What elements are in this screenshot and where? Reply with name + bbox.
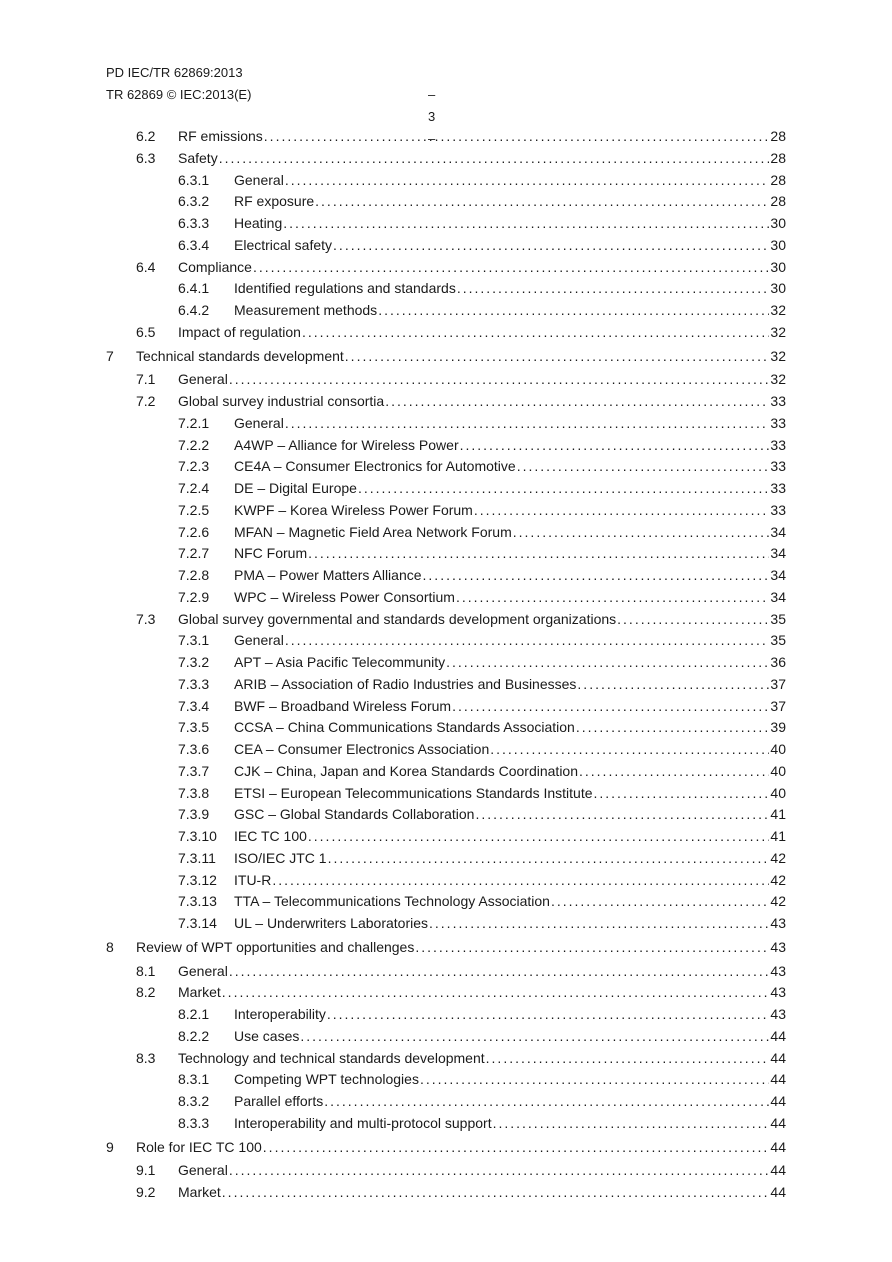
toc-entry-title: NFC Forum bbox=[234, 545, 308, 562]
toc-entry-page: 32 bbox=[770, 371, 786, 388]
toc-entry[interactable] bbox=[106, 1069, 786, 1091]
toc-entry-line bbox=[234, 456, 786, 478]
toc-entry[interactable] bbox=[106, 1004, 786, 1026]
toc-entry-page: 33 bbox=[770, 480, 786, 496]
dot-leader bbox=[577, 674, 769, 696]
toc-entry-title: Compliance bbox=[178, 258, 252, 275]
toc-entry-title: Parallel efforts bbox=[234, 1093, 324, 1109]
toc-entry[interactable] bbox=[106, 804, 786, 826]
toc-entry-line bbox=[178, 126, 786, 148]
dot-leader bbox=[315, 191, 769, 213]
toc-entry-line bbox=[178, 1160, 786, 1182]
toc-entry[interactable] bbox=[106, 322, 786, 344]
toc-entry-title: Identified regulations and standards bbox=[234, 280, 456, 297]
toc-entry-number: 7.3.9 bbox=[178, 806, 210, 823]
dot-leader bbox=[285, 630, 770, 652]
toc-entry-number: 6.3.2 bbox=[178, 193, 210, 210]
toc-entry-number: 6.5 bbox=[136, 323, 156, 340]
toc-entry[interactable] bbox=[106, 982, 786, 1004]
toc-entry[interactable] bbox=[106, 456, 786, 478]
toc-entry-title: Global survey industrial consortia bbox=[178, 393, 385, 409]
toc-entry-page: 44 bbox=[770, 1049, 786, 1066]
dot-leader bbox=[283, 213, 769, 235]
dot-leader bbox=[446, 652, 769, 674]
toc-entry[interactable] bbox=[106, 891, 786, 913]
toc-entry-title: APT – Asia Pacific Telecommunity bbox=[234, 654, 446, 670]
toc-entry-page: 33 bbox=[770, 393, 786, 409]
toc-entry-page: 42 bbox=[770, 893, 786, 910]
dot-leader bbox=[229, 369, 770, 391]
toc-entry-number: 7.2 bbox=[136, 393, 156, 409]
toc-entry[interactable] bbox=[106, 300, 786, 322]
dot-leader bbox=[345, 346, 770, 368]
toc-entry-line bbox=[234, 696, 786, 718]
toc-entry[interactable] bbox=[106, 783, 786, 805]
toc-entry-title: Technology and technical standards development bbox=[178, 1049, 485, 1066]
toc-entry-title: ITU-R bbox=[234, 871, 272, 888]
toc-entry-title: PMA – Power Matters Alliance bbox=[234, 567, 422, 583]
toc-entry-line bbox=[234, 191, 786, 213]
toc-entry-number: 8.3 bbox=[136, 1049, 156, 1066]
toc-entry-line bbox=[234, 783, 786, 805]
toc-entry-number: 7.2.7 bbox=[178, 545, 210, 562]
dot-leader bbox=[415, 937, 769, 959]
dot-leader bbox=[594, 783, 770, 805]
toc-entry-title: KWPF – Korea Wireless Power Forum bbox=[234, 501, 473, 518]
toc-entry[interactable] bbox=[106, 126, 786, 148]
toc-entry-line bbox=[234, 1113, 786, 1135]
toc-entry[interactable] bbox=[106, 1137, 786, 1159]
toc-entry-page: 34 bbox=[770, 545, 786, 562]
toc-entry[interactable] bbox=[106, 674, 786, 696]
toc-entry[interactable] bbox=[106, 435, 786, 457]
toc-entry-title: Electrical safety bbox=[234, 236, 333, 253]
toc-entry-number: 8 bbox=[106, 938, 114, 955]
toc-entry-number: 6.3.1 bbox=[178, 171, 210, 188]
toc-entry[interactable] bbox=[106, 913, 786, 935]
toc-entry-line bbox=[234, 478, 786, 500]
toc-entry-page: 32 bbox=[770, 323, 786, 340]
toc-entry-number: 8.3.2 bbox=[178, 1093, 210, 1109]
toc-entry-line bbox=[234, 213, 786, 235]
toc-entry-line bbox=[234, 522, 786, 544]
toc-entry-number: 7.3.12 bbox=[178, 871, 217, 888]
toc-entry-page: 30 bbox=[770, 215, 786, 231]
toc-entry-page: 40 bbox=[770, 741, 786, 757]
dot-leader bbox=[300, 1026, 769, 1048]
toc-entry-title: TTA – Telecommunications Technology Association bbox=[234, 893, 550, 910]
toc-entry-line bbox=[234, 300, 786, 322]
toc-entry[interactable] bbox=[106, 170, 786, 192]
toc-entry-title: Review of WPT opportunities and challenges bbox=[136, 938, 415, 955]
toc-entry-page: 43 bbox=[770, 962, 786, 979]
toc-entry-line bbox=[234, 848, 786, 870]
dot-leader bbox=[272, 870, 769, 892]
toc-entry-line bbox=[136, 937, 786, 959]
toc-entry-page: 43 bbox=[770, 1006, 786, 1022]
toc-entry-line bbox=[178, 1048, 786, 1070]
toc-entry-line bbox=[178, 369, 786, 391]
dot-leader bbox=[222, 982, 770, 1004]
toc-entry-title: General bbox=[234, 632, 284, 649]
toc-entry-title: CJK – China, Japan and Korea Standards Coordination bbox=[234, 762, 578, 779]
dot-leader bbox=[328, 848, 770, 870]
dot-leader bbox=[617, 609, 769, 631]
dot-leader bbox=[429, 913, 769, 935]
toc-entry-page: 44 bbox=[770, 1093, 786, 1109]
dot-leader bbox=[302, 322, 769, 344]
toc-entry-number: 7.3.14 bbox=[178, 915, 217, 931]
toc-entry[interactable] bbox=[106, 369, 786, 391]
dot-leader bbox=[333, 235, 769, 257]
toc-entry-page: 42 bbox=[770, 871, 786, 888]
dot-leader bbox=[551, 891, 769, 913]
toc-entry-number: 6.3 bbox=[136, 149, 156, 166]
toc-entry-title: Role for IEC TC 100 bbox=[136, 1138, 262, 1155]
dot-leader bbox=[457, 278, 770, 300]
toc-entry-title: IEC TC 100 bbox=[234, 828, 307, 844]
toc-entry-page: 43 bbox=[770, 984, 786, 1001]
toc-entry-page: 44 bbox=[770, 1071, 786, 1088]
toc-entry-page: 32 bbox=[770, 347, 786, 364]
toc-entry-number: 7.2.2 bbox=[178, 436, 210, 453]
dot-leader bbox=[358, 478, 769, 500]
dot-leader bbox=[517, 456, 770, 478]
dot-leader bbox=[229, 961, 770, 983]
toc-entry-number: 7.3.6 bbox=[178, 741, 210, 757]
toc-entry-number: 7.3.8 bbox=[178, 784, 210, 801]
toc-entry-line bbox=[178, 1182, 786, 1204]
toc-entry-title: Competing WPT technologies bbox=[234, 1071, 419, 1088]
toc-entry-number: 7.3.1 bbox=[178, 632, 210, 649]
dot-leader bbox=[460, 435, 770, 457]
toc-entry-number: 8.3.1 bbox=[178, 1071, 210, 1088]
toc-entry[interactable] bbox=[106, 148, 786, 170]
dot-leader bbox=[222, 1182, 770, 1204]
toc-entry-number: 7.3 bbox=[136, 610, 156, 627]
document-id: PD IEC/TR 62869:2013 bbox=[106, 65, 243, 80]
toc-entry-number: 6.4.2 bbox=[178, 302, 210, 318]
toc-entry-number: 7 bbox=[106, 347, 114, 364]
toc-entry-title: MFAN – Magnetic Field Area Network Forum bbox=[234, 523, 512, 540]
dot-leader bbox=[493, 1113, 770, 1135]
toc-entry-page: 39 bbox=[770, 719, 786, 736]
toc-entry-line bbox=[234, 235, 786, 257]
toc-entry-number: 7.3.3 bbox=[178, 675, 210, 692]
toc-entry-title: General bbox=[178, 1162, 228, 1179]
toc-entry-page: 37 bbox=[770, 697, 786, 714]
toc-entry-page: 28 bbox=[770, 149, 786, 166]
toc-entry[interactable] bbox=[106, 1160, 786, 1182]
toc-entry-title: Measurement methods bbox=[234, 302, 378, 318]
toc-entry-line bbox=[234, 565, 786, 587]
toc-entry-title: BWF – Broadband Wireless Forum bbox=[234, 697, 452, 714]
toc-entry-number: 7.2.1 bbox=[178, 414, 210, 431]
toc-entry-page: 43 bbox=[770, 938, 786, 955]
dot-leader bbox=[263, 1137, 770, 1159]
toc-entry-page: 33 bbox=[770, 436, 786, 453]
toc-entry-page: 41 bbox=[770, 828, 786, 844]
toc-entry-number: 8.2.1 bbox=[178, 1006, 210, 1022]
toc-entry-line bbox=[178, 322, 786, 344]
toc-entry-number: 9.1 bbox=[136, 1162, 156, 1179]
toc-entry-page: 44 bbox=[770, 1184, 786, 1200]
toc-entry[interactable] bbox=[106, 1026, 786, 1048]
toc-entry-number: 7.2.3 bbox=[178, 458, 210, 475]
toc-entry-number: 7.2.8 bbox=[178, 567, 210, 583]
toc-entry-line bbox=[234, 870, 786, 892]
toc-entry-line bbox=[234, 913, 786, 935]
toc-entry-title: Interoperability bbox=[234, 1006, 326, 1022]
toc-entry-number: 7.3.7 bbox=[178, 762, 210, 779]
toc-entry-title: ETSI – European Telecommunications Standards Institute bbox=[234, 784, 593, 801]
toc-entry-page: 28 bbox=[770, 193, 786, 210]
document-reference: TR 62869 © IEC:2013(E) bbox=[106, 87, 252, 102]
dot-leader bbox=[264, 126, 770, 148]
toc-entry[interactable] bbox=[106, 565, 786, 587]
toc-entry-line bbox=[234, 652, 786, 674]
toc-entry-title: Market bbox=[178, 1184, 221, 1200]
toc-entry-number: 7.3.4 bbox=[178, 697, 210, 714]
toc-entry-number: 6.4 bbox=[136, 258, 156, 275]
dot-leader bbox=[327, 1004, 770, 1026]
toc-entry-page: 41 bbox=[770, 806, 786, 823]
toc-entry-number: 7.3.13 bbox=[178, 893, 217, 910]
toc-entry-line bbox=[234, 717, 786, 739]
toc-entry-title: CE4A – Consumer Electronics for Automotive bbox=[234, 458, 516, 475]
page-number: – 3 – bbox=[428, 87, 436, 146]
toc-entry-page: 40 bbox=[770, 784, 786, 801]
toc-entry-line bbox=[178, 609, 786, 631]
toc-entry-line bbox=[234, 543, 786, 565]
dot-leader bbox=[308, 543, 769, 565]
toc-entry[interactable] bbox=[106, 761, 786, 783]
toc-entry-line bbox=[178, 982, 786, 1004]
toc-entry-line bbox=[234, 435, 786, 457]
dot-leader bbox=[475, 804, 769, 826]
toc-entry-line bbox=[234, 891, 786, 913]
toc-entry-title: Safety bbox=[178, 149, 218, 166]
toc-entry-title: Market bbox=[178, 984, 221, 1001]
toc-entry-page: 30 bbox=[770, 258, 786, 275]
toc-entry-number: 8.3.3 bbox=[178, 1114, 210, 1131]
dot-leader bbox=[490, 739, 769, 761]
toc-entry-number: 7.3.11 bbox=[178, 849, 216, 866]
toc-entry-number: 6.3.4 bbox=[178, 236, 210, 253]
dot-leader bbox=[253, 257, 769, 279]
toc-entry-page: 33 bbox=[770, 414, 786, 431]
toc-entry[interactable] bbox=[106, 213, 786, 235]
toc-entry-number: 7.3.5 bbox=[178, 719, 210, 736]
dot-leader bbox=[452, 696, 769, 718]
toc-entry[interactable] bbox=[106, 346, 786, 368]
toc-entry-number: 7.2.5 bbox=[178, 501, 210, 518]
toc-entry-title: RF emissions bbox=[178, 128, 263, 144]
toc-entry[interactable] bbox=[106, 587, 786, 609]
toc-entry-line bbox=[234, 804, 786, 826]
toc-entry-page: 30 bbox=[770, 280, 786, 297]
toc-entry[interactable] bbox=[106, 391, 786, 413]
toc-entry[interactable] bbox=[106, 543, 786, 565]
dot-leader bbox=[579, 761, 769, 783]
toc-entry[interactable] bbox=[106, 1113, 786, 1135]
toc-entry[interactable] bbox=[106, 413, 786, 435]
toc-entry[interactable] bbox=[106, 235, 786, 257]
dot-leader bbox=[219, 148, 770, 170]
toc-entry-number: 7.2.6 bbox=[178, 523, 210, 540]
dot-leader bbox=[474, 500, 770, 522]
dot-leader bbox=[378, 300, 769, 322]
toc-entry-page: 44 bbox=[770, 1027, 786, 1044]
dot-leader bbox=[420, 1069, 769, 1091]
toc-entry-page: 28 bbox=[770, 128, 786, 144]
toc-entry-title: Heating bbox=[234, 215, 283, 231]
toc-entry-line bbox=[178, 148, 786, 170]
toc-entry-line bbox=[234, 1026, 786, 1048]
toc-entry-number: 8.1 bbox=[136, 962, 156, 979]
toc-entry-page: 34 bbox=[770, 588, 786, 605]
toc-entry-number: 9.2 bbox=[136, 1184, 156, 1200]
dot-leader bbox=[486, 1048, 770, 1070]
toc-entry-number: 9 bbox=[106, 1138, 114, 1155]
toc-entry-number: 7.3.2 bbox=[178, 654, 210, 670]
dot-leader bbox=[308, 826, 770, 848]
toc-entry-line bbox=[136, 1137, 786, 1159]
toc-entry-line bbox=[234, 826, 786, 848]
toc-entry-number: 7.2.9 bbox=[178, 588, 210, 605]
toc-entry-title: RF exposure bbox=[234, 193, 315, 210]
dot-leader bbox=[423, 565, 770, 587]
toc-entry[interactable] bbox=[106, 937, 786, 959]
toc-entry[interactable] bbox=[106, 1091, 786, 1113]
toc-entry-number: 8.2 bbox=[136, 984, 156, 1001]
dot-leader bbox=[285, 413, 770, 435]
dot-leader bbox=[229, 1160, 770, 1182]
toc-entry-line bbox=[234, 587, 786, 609]
toc-entry[interactable] bbox=[106, 630, 786, 652]
toc-entry-page: 35 bbox=[770, 610, 786, 627]
toc-entry-page: 30 bbox=[770, 236, 786, 253]
toc-entry-line bbox=[136, 346, 786, 368]
table-of-contents bbox=[106, 126, 786, 1204]
toc-entry-line bbox=[178, 961, 786, 983]
toc-entry-line bbox=[178, 257, 786, 279]
toc-entry-number: 7.2.4 bbox=[178, 480, 210, 496]
toc-entry-page: 36 bbox=[770, 654, 786, 670]
toc-entry-title: A4WP – Alliance for Wireless Power bbox=[234, 436, 459, 453]
toc-entry-number: 6.3.3 bbox=[178, 215, 210, 231]
toc-entry[interactable] bbox=[106, 478, 786, 500]
toc-entry-title: CEA – Consumer Electronics Association bbox=[234, 741, 490, 757]
toc-entry-line bbox=[234, 739, 786, 761]
toc-entry-page: 44 bbox=[770, 1162, 786, 1179]
toc-entry-line bbox=[234, 278, 786, 300]
toc-entry-page: 28 bbox=[770, 171, 786, 188]
toc-entry[interactable] bbox=[106, 961, 786, 983]
dot-leader bbox=[285, 170, 770, 192]
toc-entry-line bbox=[234, 170, 786, 192]
toc-entry[interactable] bbox=[106, 278, 786, 300]
toc-entry-line bbox=[234, 630, 786, 652]
toc-entry[interactable] bbox=[106, 1048, 786, 1070]
toc-entry-page: 35 bbox=[770, 632, 786, 649]
toc-entry-title: General bbox=[234, 414, 284, 431]
toc-entry-page: 33 bbox=[770, 501, 786, 518]
toc-entry-line bbox=[234, 674, 786, 696]
dot-leader bbox=[576, 717, 770, 739]
toc-entry-title: Impact of regulation bbox=[178, 323, 301, 340]
toc-entry-line bbox=[234, 500, 786, 522]
toc-entry-title: DE – Digital Europe bbox=[234, 480, 357, 496]
toc-entry-page: 34 bbox=[770, 567, 786, 583]
toc-entry-title: ISO/IEC JTC 1 bbox=[234, 849, 327, 866]
toc-entry-title: General bbox=[178, 962, 228, 979]
toc-entry-title: GSC – Global Standards Collaboration bbox=[234, 806, 475, 823]
toc-entry[interactable] bbox=[106, 522, 786, 544]
toc-entry-number: 6.2 bbox=[136, 128, 156, 144]
toc-entry-line bbox=[234, 1091, 786, 1113]
toc-entry-title: General bbox=[234, 171, 284, 188]
toc-entry-number: 8.2.2 bbox=[178, 1027, 210, 1044]
toc-entry-title: Interoperability and multi-protocol support bbox=[234, 1114, 492, 1131]
toc-entry-page: 32 bbox=[770, 302, 786, 318]
toc-entry-page: 43 bbox=[770, 915, 786, 931]
toc-entry-line bbox=[234, 1069, 786, 1091]
toc-entry[interactable] bbox=[106, 696, 786, 718]
toc-entry-number: 7.3.10 bbox=[178, 828, 217, 844]
toc-entry[interactable] bbox=[106, 717, 786, 739]
toc-entry[interactable] bbox=[106, 870, 786, 892]
toc-entry[interactable] bbox=[106, 826, 786, 848]
toc-entry-line bbox=[234, 413, 786, 435]
toc-entry-number: 6.4.1 bbox=[178, 280, 210, 297]
toc-entry-page: 34 bbox=[770, 523, 786, 540]
toc-entry-title: Technical standards development bbox=[136, 347, 344, 364]
toc-entry-page: 44 bbox=[770, 1114, 786, 1131]
toc-entry-line bbox=[178, 391, 786, 413]
toc-entry-page: 44 bbox=[770, 1138, 786, 1155]
toc-entry-page: 42 bbox=[770, 849, 786, 866]
dot-leader bbox=[513, 522, 770, 544]
toc-entry-number: 7.1 bbox=[136, 371, 156, 388]
toc-entry-title: Use cases bbox=[234, 1027, 300, 1044]
toc-entry[interactable] bbox=[106, 652, 786, 674]
toc-entry-title: ARIB – Association of Radio Industries and Businesses bbox=[234, 675, 577, 692]
toc-entry-title: CCSA – China Communications Standards Association bbox=[234, 719, 575, 736]
toc-entry-page: 37 bbox=[770, 675, 786, 692]
dot-leader bbox=[324, 1091, 769, 1113]
toc-entry[interactable] bbox=[106, 848, 786, 870]
toc-entry-title: WPC – Wireless Power Consortium bbox=[234, 588, 455, 605]
toc-entry-line bbox=[234, 1004, 786, 1026]
toc-entry-title: Global survey governmental and standards development organizations bbox=[178, 610, 617, 627]
toc-entry[interactable] bbox=[106, 609, 786, 631]
toc-entry-title: UL – Underwriters Laboratories bbox=[234, 915, 429, 931]
toc-entry[interactable] bbox=[106, 500, 786, 522]
toc-entry-page: 40 bbox=[770, 762, 786, 779]
toc-entry[interactable] bbox=[106, 191, 786, 213]
toc-entry[interactable] bbox=[106, 257, 786, 279]
toc-entry[interactable] bbox=[106, 1182, 786, 1204]
dot-leader bbox=[385, 391, 769, 413]
toc-entry[interactable] bbox=[106, 739, 786, 761]
dot-leader bbox=[456, 587, 769, 609]
toc-entry-line bbox=[234, 761, 786, 783]
toc-entry-page: 33 bbox=[770, 458, 786, 475]
toc-entry-title: General bbox=[178, 371, 228, 388]
